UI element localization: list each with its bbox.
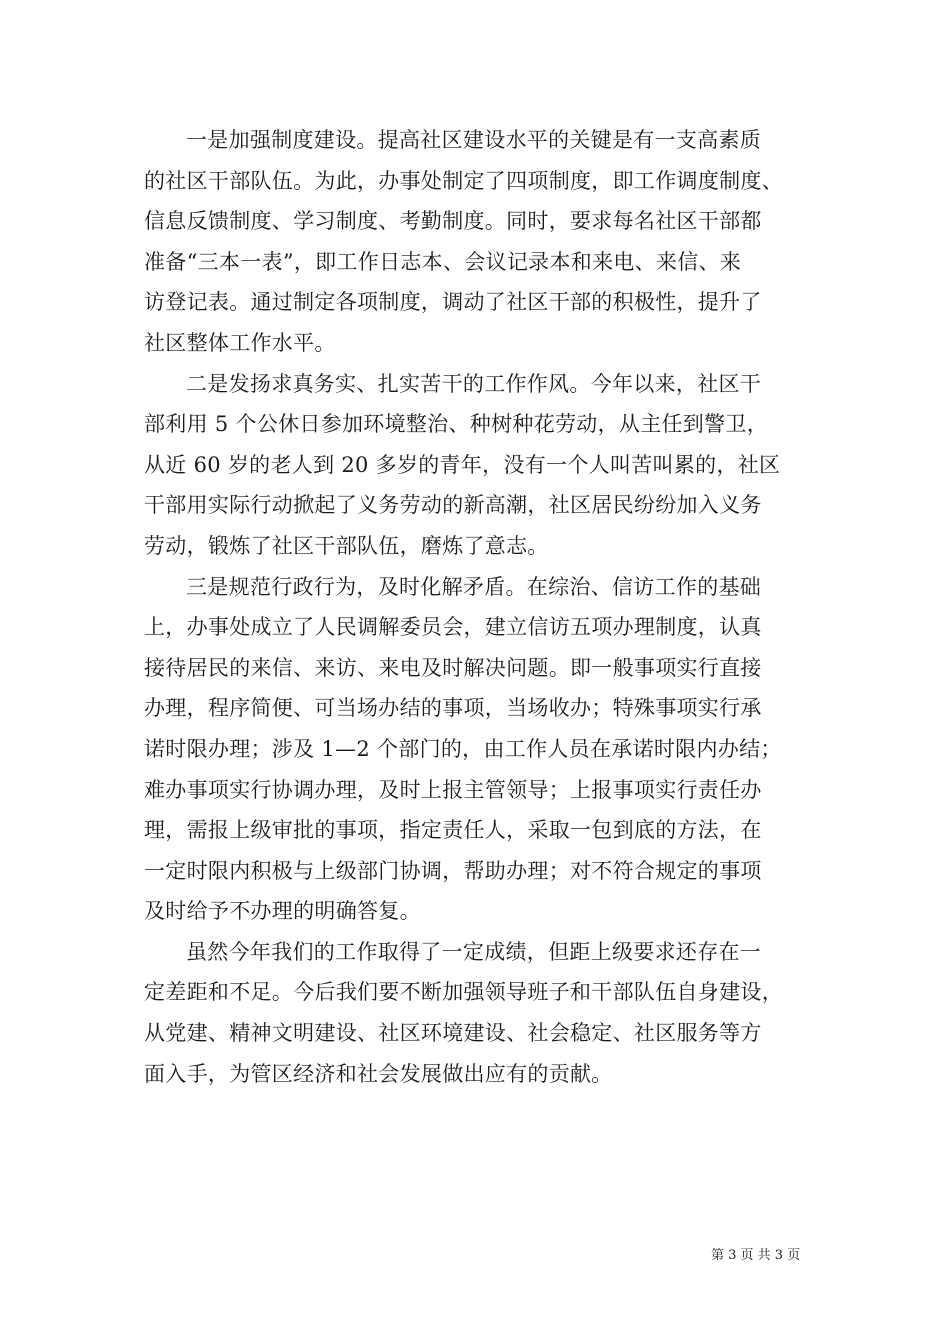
paragraph-line: 及时给予不办理的明确答复。: [144, 899, 421, 924]
paragraph-line: 定差距和不足。今后我们要不断加强领导班子和干部队伍自身建设，: [144, 980, 783, 1005]
paragraph-line: 三是规范行政行为，及时化解矛盾。在综治、信访工作的基础: [186, 574, 762, 599]
paragraph-line: 劳动，锻炼了社区干部队伍，磨炼了意志。: [144, 533, 549, 558]
paragraph-line: 接待居民的来信、来访、来电及时解决问题。即一般事项实行直接: [144, 655, 762, 680]
paragraph-line: 的社区干部队伍。为此，办事处制定了四项制度，即工作调度制度、: [144, 168, 783, 193]
paragraph-line: 面入手，为管区经济和社会发展做出应有的贡献。: [144, 1061, 613, 1086]
document-body: [144, 120, 808, 1094]
paragraph-line: 一定时限内积极与上级部门协调，帮助办理；对不符合规定的事项: [144, 858, 762, 883]
paragraph-conclusion: [144, 932, 808, 1094]
paragraph-line: 虽然今年我们的工作取得了一定成绩，但距上级要求还存在一: [186, 939, 762, 964]
paragraph-administrative-conduct: [144, 567, 808, 932]
paragraph-line: 访登记表。通过制定各项制度，调动了社区干部的积极性，提升了: [144, 290, 762, 315]
paragraph-line: 干部用实际行动掀起了义务劳动的新高潮，社区居民纷纷加入义务: [144, 493, 762, 518]
page-number-footer: 第 3 页 共 3 页: [711, 1248, 801, 1263]
paragraph-line: 办理，程序简便、可当场办结的事项，当场收办；特殊事项实行承: [144, 696, 762, 721]
paragraph-line: 社区整体工作水平。: [144, 330, 336, 355]
paragraph-line: 二是发扬求真务实、扎实苦干的工作作风。今年以来，社区干: [186, 371, 762, 396]
paragraph-line: 理，需报上级审批的事项，指定责任人，采取一包到底的方法，在: [144, 818, 762, 843]
paragraph-work-style: [144, 364, 808, 567]
paragraph-line: 信息反馈制度、学习制度、考勤制度。同时，要求每名社区干部都: [144, 209, 762, 234]
paragraph-line: 从近 60 岁的老人到 20 多岁的青年，没有一个人叫苦叫累的，社区: [144, 452, 781, 477]
paragraph-line: 难办事项实行协调办理，及时上报主管领导；上报事项实行责任办: [144, 777, 762, 802]
paragraph-line: 一是加强制度建设。提高社区建设水平的关键是有一支高素质: [186, 128, 762, 152]
paragraph-line: 诺时限办理；涉及 1—2 个部门的，由工作人员在承诺时限内办结；: [144, 736, 782, 761]
paragraph-line: 准备“三本一表”，即工作日志本、会议记录本和来电、来信、来: [144, 249, 742, 274]
paragraph-institution-building: [144, 120, 808, 364]
paragraph-line: 部利用 5 个公休日参加环境整治、种树种花劳动，从主任到警卫，: [144, 412, 769, 437]
paragraph-line: 从党建、精神文明建设、社区环境建设、社会稳定、社区服务等方: [144, 1021, 762, 1046]
paragraph-line: 上，办事处成立了人民调解委员会，建立信访五项办理制度，认真: [144, 615, 762, 640]
